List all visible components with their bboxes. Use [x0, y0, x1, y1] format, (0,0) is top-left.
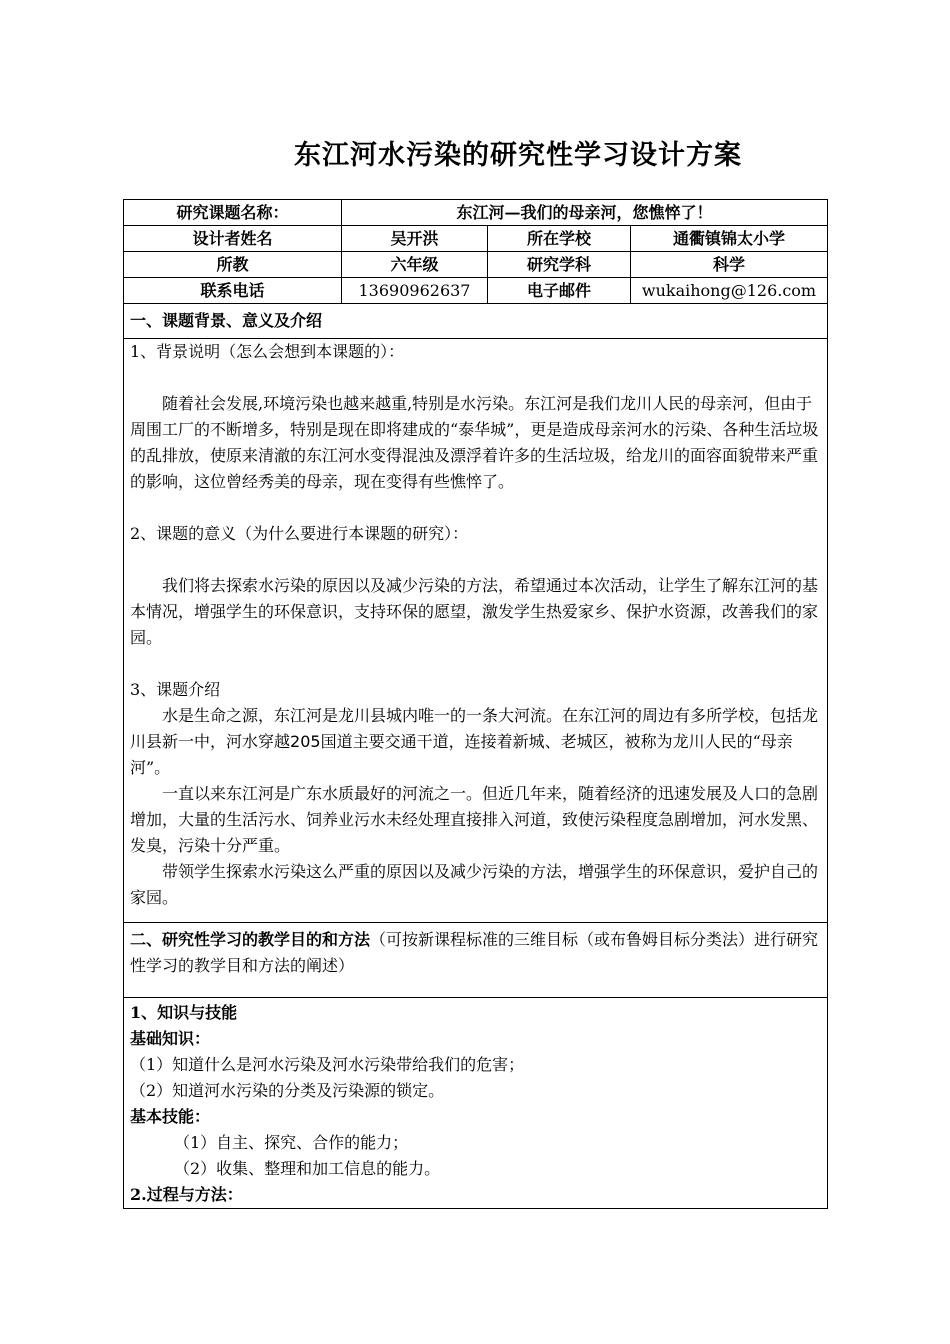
contact-row — [124, 278, 828, 304]
subject-label: 研究学科 — [488, 252, 631, 278]
meaning-title: 2、课题的意义（为什么要进行本课题的研究）： — [130, 524, 469, 543]
background-title: 1、背景说明（怎么会想到本课题的）： — [130, 342, 405, 361]
background-text: 随着社会发展,环境污染也越来越重,特别是水污染。东江河是我们龙川人民的母亲河，但由于周围工厂的不断增多，特别是现在即将建成的“泰华城”，更是造成母亲河水的污染、各种生活垃圾的乱排放，使原来清澈的东江河水变得混浊及漂浮着许多的生活垃圾，给龙川的面容面貌带来严重的影响，这位曾经秀美的母亲，现在变得有些憔悴了。 — [130, 394, 819, 491]
designer-value: 吴开洪 — [342, 226, 488, 252]
designer-row — [124, 226, 828, 252]
basic-skills-label: 基本技能： — [130, 1107, 211, 1126]
process-methods-title: 2.过程与方法： — [130, 1185, 243, 1204]
intro-paragraph-1 — [130, 703, 821, 781]
school-value: 通衢镇锦太小学 — [631, 226, 828, 252]
section1-heading: 一、课题背景、意义及介绍 — [124, 304, 828, 339]
section2-heading-row — [124, 923, 828, 998]
intro-p1-end: 国道主要交通干道，连接着新城、老城区，被称为龙川人民的“母亲河”。 — [130, 732, 793, 777]
section2-heading — [124, 923, 828, 998]
email-label: 电子邮件 — [488, 278, 631, 304]
school-label: 所在学校 — [488, 226, 631, 252]
grade-row — [124, 252, 828, 278]
design-form-table — [123, 199, 828, 1209]
topic-row — [124, 200, 828, 226]
page-title: 东江河水污染的研究性学习设计方案 — [294, 140, 742, 171]
section1-body-row — [124, 339, 828, 923]
section1-heading-row — [124, 304, 828, 339]
topic-label: 研究课题名称： — [124, 200, 342, 226]
section2-heading-bold: 二、研究性学习的教学目的和方法 — [130, 930, 371, 949]
section2-body-row — [124, 998, 828, 1209]
highway-number: 205 — [290, 732, 321, 751]
meaning-text: 我们将去探索水污染的原因以及减少污染的方法，希望通过本次活动，让学生了解东江河的基本情况，增强学生的环保意识，支持环保的愿望，激发学生热爱家乡、保护水资源，改善我们的家园。 — [130, 576, 819, 647]
subject-value: 科学 — [631, 252, 828, 278]
phone-value: 13690962637 — [342, 278, 488, 304]
basic-knowledge-label: 基础知识： — [130, 1029, 211, 1048]
phone-label: 联系电话 — [124, 278, 342, 304]
topic-value: 东江河—我们的母亲河，您憔悴了！ — [342, 200, 828, 226]
intro-paragraph-3: 带领学生探索水污染这么严重的原因以及减少污染的方法，增强学生的环保意识，爱护自己的家园。 — [130, 862, 819, 907]
email-value: wukaihong@126.com — [631, 278, 828, 304]
grade-label: 所教 — [124, 252, 342, 278]
basic-knowledge-item-2: （2）知道河水污染的分类及污染源的锁定。 — [130, 1081, 445, 1100]
intro-title: 3、课题介绍 — [130, 680, 221, 699]
basic-knowledge-item-1: （1）知道什么是河水污染及河水污染带给我们的危害； — [130, 1055, 525, 1074]
section2-body — [124, 998, 828, 1209]
basic-skills-item-1: （1）自主、探究、合作的能力； — [174, 1133, 409, 1152]
designer-label: 设计者姓名 — [124, 226, 342, 252]
section1-body — [124, 339, 828, 923]
grade-value: 六年级 — [342, 252, 488, 278]
intro-p1-start: 水是生命之源，东江河是龙川县城内唯一的一条大河流。在东江河的周边有多所学校，包括龙川县新一中，河水穿越 — [130, 706, 819, 751]
basic-skills-item-2: （2）收集、整理和加工信息的能力。 — [174, 1159, 441, 1178]
intro-paragraph-2: 一直以来东江河是广东水质最好的河流之一。但近几年来，随着经济的迅速发展及人口的急剧增加，大量的生活污水、饲养业污水未经处理直接排入河道，致使污染程度急剧增加，河水发黑、发臭，污染十分严重。 — [130, 784, 819, 855]
knowledge-skills-title: 1、知识与技能 — [130, 1003, 238, 1022]
section2-heading-note: （可按新课程标准的三维目标（或布鲁姆目标分类法）进行研究性学习的教学目和方法的阐述） — [130, 930, 819, 975]
